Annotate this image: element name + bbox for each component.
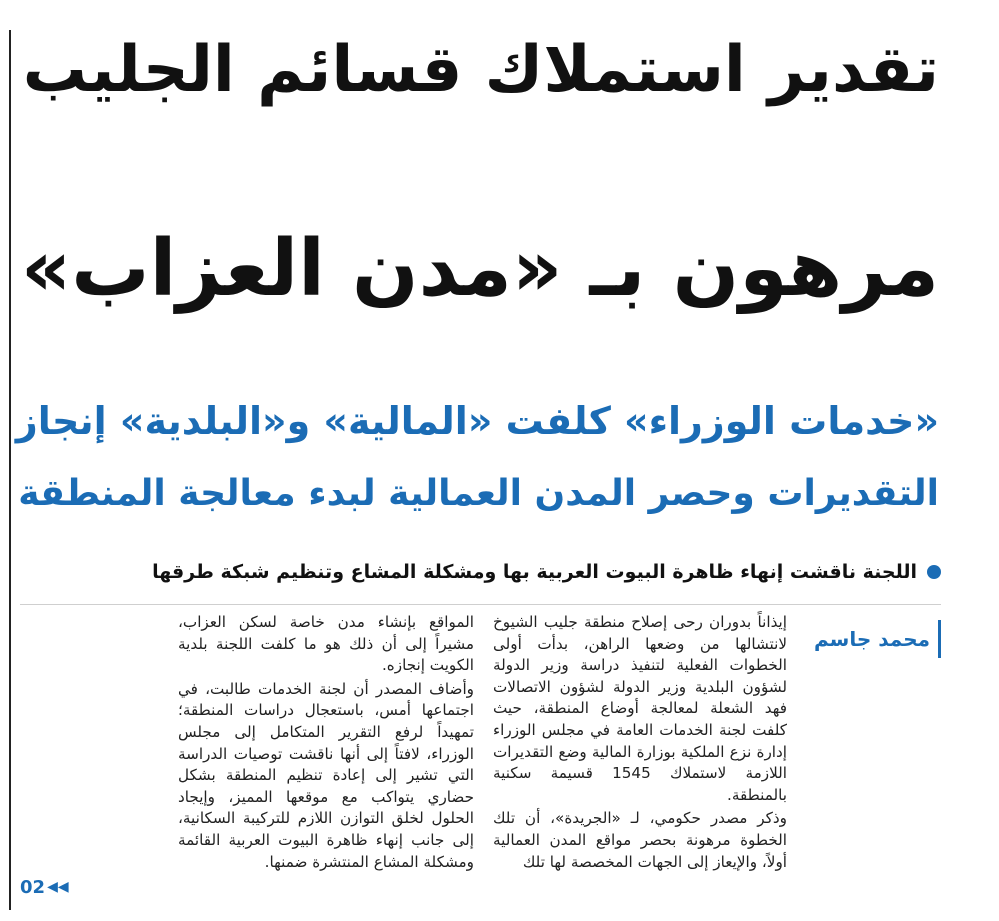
headline-line-2: مرهون بـ «مدن العزاب» [20,224,939,314]
subheadline-line-1: «خدمات الوزراء» كلفت «المالية» و«البلدية» إنجاز [15,399,939,443]
byline [798,620,941,658]
article-paragraph: إيذاناً بدوران رحى إصلاح منطقة جليب الشيوخ لانتشالها من وضعها الراهن، بدأت أولى الخطوات الفعلية لتنفيذ دراسة وزير الدولة لشؤون البلدية وزير الدولة لشؤون الاتصالات فهد الشعلة لمعالجة أوضاع المنطقة، حيث كلفت لجنة الخدمات العامة في مجلس الوزراء إدارة نزع الملكية بوزارة المالية وضع التقديرات اللازمة لاستملاك 1545 قسيمة سكنية بالمنطقة. [493,613,787,804]
column-rule [9,30,11,910]
double-chevron-icon: ◀◀ [47,879,69,895]
section-divider [20,604,941,605]
headline-line-1: تقدير استملاك قسائم الجليب [22,33,939,107]
author-name: محمد جاسم [814,627,930,651]
highlight-text: اللجنة ناقشت إنهاء ظاهرة البيوت العربية بها ومشكلة المشاع وتنظيم شبكة طرقها [152,561,917,583]
subheadline-line-2: التقديرات وحصر المدن العمالية لبدء معالجة المنطقة [18,473,939,514]
highlight-line [130,550,941,594]
article-paragraph: وذكر مصدر حكومي، لـ «الجريدة»، أن تلك الخطوة مرهونة بحصر مواقع المدن العمالية أولاً، والإيعاز إلى الجهات المخصصة لها تلك [493,809,787,871]
article-paragraph: وأضاف المصدر أن لجنة الخدمات طالبت، في اجتماعها أمس، باستعجال دراسات المنطقة؛ تمهيداً لرفع التقرير المتكامل إلى مجلس الوزراء، لافتاً إلى أنها ناقشت توصيات الدراسة التي تشير إلى إعادة تنظيم المنطقة بشكل حضاري يتواكب مع موقعها المميز، وإيجاد الحلول لخلق التوازن اللازم للتركيبة السكانية، إلى جانب إنهاء ظاهرة البيوت العربية القائمة ومشكلة المشاع المنتشرة ضمنها. [178,679,474,871]
article-column-1 [493,612,787,875]
bullet-icon [927,565,941,579]
page-number [20,876,69,898]
article-paragraph: المواقع بإنشاء مدن خاصة لسكن العزاب، مشيراً إلى أن ذلك هو ما كلفت اللجنة بلدية الكويت إنجازه. [178,613,474,675]
page-number-text: 02 [20,876,46,898]
article-column-2 [178,612,474,875]
